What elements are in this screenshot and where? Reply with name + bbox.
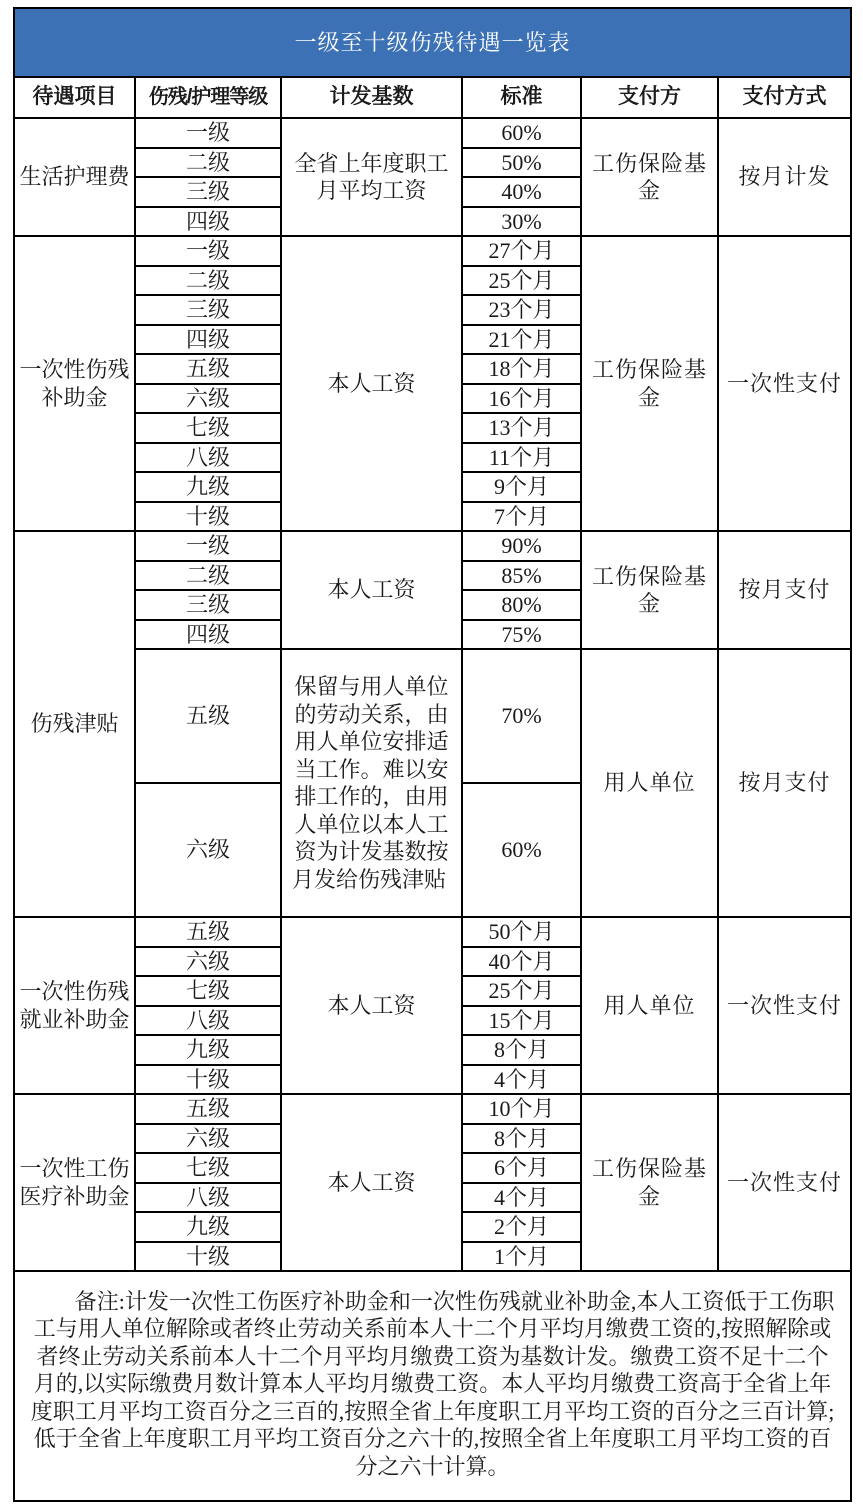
- base-cell: 保留与用人单位的劳动关系，由用人单位安排适当工作。难以安排工作的，由用人单位以本人工资为计发基数按月发给伤残津贴: [281, 649, 462, 917]
- standard-cell: 4个月: [462, 1065, 581, 1095]
- standard-cell: 15个月: [462, 1006, 581, 1036]
- payer-cell: 工伤保险基金: [581, 118, 718, 236]
- method-cell: 按月支付: [718, 531, 851, 649]
- level-cell: 六级: [135, 783, 281, 917]
- level-cell: 二级: [135, 561, 281, 591]
- level-cell: 十级: [135, 1242, 281, 1272]
- standard-cell: 80%: [462, 590, 581, 620]
- level-cell: 九级: [135, 1212, 281, 1242]
- column-header-method: 支付方式: [718, 77, 851, 118]
- standard-cell: 7个月: [462, 502, 581, 532]
- standard-cell: 2个月: [462, 1212, 581, 1242]
- method-cell: 一次性支付: [718, 1094, 851, 1271]
- standard-cell: 60%: [462, 118, 581, 148]
- standard-cell: 60%: [462, 783, 581, 917]
- column-header-level: 伤残/护理等级: [135, 77, 281, 118]
- standard-cell: 16个月: [462, 384, 581, 414]
- standard-cell: 27个月: [462, 236, 581, 266]
- payer-cell: 工伤保险基金: [581, 236, 718, 531]
- level-cell: 七级: [135, 976, 281, 1006]
- standard-cell: 40个月: [462, 947, 581, 977]
- level-cell: 九级: [135, 1035, 281, 1065]
- level-cell: 五级: [135, 1094, 281, 1124]
- table-row: [14, 917, 851, 947]
- level-cell: 一级: [135, 118, 281, 148]
- benefit-item-cell: 生活护理费: [14, 118, 135, 236]
- level-cell: 四级: [135, 620, 281, 650]
- level-cell: 五级: [135, 917, 281, 947]
- standard-cell: 85%: [462, 561, 581, 591]
- table-row: [14, 236, 851, 266]
- section-life-care-fee: [14, 118, 851, 236]
- level-cell: 十级: [135, 1065, 281, 1095]
- payer-cell: 工伤保险基金: [581, 1094, 718, 1271]
- level-cell: 三级: [135, 590, 281, 620]
- standard-cell: 18个月: [462, 354, 581, 384]
- standard-cell: 25个月: [462, 976, 581, 1006]
- base-cell: 本人工资: [281, 1094, 462, 1271]
- level-cell: 九级: [135, 472, 281, 502]
- level-cell: 三级: [135, 295, 281, 325]
- level-cell: 十级: [135, 502, 281, 532]
- column-header-item: 待遇项目: [14, 77, 135, 118]
- payer-cell: 工伤保险基金: [581, 531, 718, 649]
- note-text: 备注:计发一次性工伤医疗补助金和一次性伤残就业补助金,本人工资低于工伤职工与用人单位解除或者终止劳动关系前本人十二个月平均月缴费工资的,按照解除或者终止劳动关系前本人十二个月平均月缴费工资为基数计发。缴费工资不足十二个月的,以实际缴费月数计算本人平均月缴费工资。本人平均月缴费工资高于全省上年度职工月平均工资百分之三百的,按照全省上年度职工月平均工资的百分之三百计算;低于全省上年度职工月平均工资百分之六十的,按照全省上年度职工月平均工资的百分之六十计算。: [30, 1288, 835, 1479]
- level-cell: 二级: [135, 148, 281, 178]
- level-cell: 三级: [135, 177, 281, 207]
- level-cell: 四级: [135, 207, 281, 237]
- standard-cell: 21个月: [462, 325, 581, 355]
- column-header-payer: 支付方: [581, 77, 718, 118]
- method-cell: 按月计发: [718, 118, 851, 236]
- standard-cell: 10个月: [462, 1094, 581, 1124]
- benefit-item-cell: 一次性伤残补助金: [14, 236, 135, 531]
- base-cell: 本人工资: [281, 236, 462, 531]
- standard-cell: 75%: [462, 620, 581, 650]
- standard-cell: 90%: [462, 531, 581, 561]
- table-row: [14, 531, 851, 561]
- note-section: [14, 1271, 851, 1501]
- method-cell: 一次性支付: [718, 917, 851, 1094]
- section-one-time-disability-subsidy: [14, 236, 851, 531]
- title-bar: [14, 8, 851, 77]
- level-cell: 六级: [135, 384, 281, 414]
- level-cell: 六级: [135, 947, 281, 977]
- section-one-time-medical-subsidy: [14, 1094, 851, 1271]
- table-row: [14, 1094, 851, 1124]
- table-row: [14, 1271, 851, 1501]
- level-cell: 一级: [135, 236, 281, 266]
- level-cell: 二级: [135, 266, 281, 296]
- benefits-table: [13, 7, 852, 1502]
- page-title: 一级至十级伤残待遇一览表: [294, 29, 571, 55]
- level-cell: 八级: [135, 1006, 281, 1036]
- standard-cell: 6个月: [462, 1153, 581, 1183]
- standard-cell: 70%: [462, 649, 581, 783]
- level-cell: 七级: [135, 1153, 281, 1183]
- standard-cell: 50个月: [462, 917, 581, 947]
- level-cell: 八级: [135, 443, 281, 473]
- column-header-standard: 标准: [462, 77, 581, 118]
- benefit-item-cell: 伤残津贴: [14, 531, 135, 917]
- section-one-time-employment-subsidy: [14, 917, 851, 1094]
- column-header-base: 计发基数: [281, 77, 462, 118]
- standard-cell: 4个月: [462, 1183, 581, 1213]
- section-disability-allowance: [14, 531, 851, 917]
- payer-cell: 用人单位: [581, 649, 718, 917]
- table-row: [14, 649, 851, 783]
- standard-cell: 11个月: [462, 443, 581, 473]
- standard-cell: 30%: [462, 207, 581, 237]
- base-cell: 本人工资: [281, 531, 462, 649]
- level-cell: 八级: [135, 1183, 281, 1213]
- level-cell: 五级: [135, 354, 281, 384]
- level-cell: 六级: [135, 1124, 281, 1154]
- base-cell: 本人工资: [281, 917, 462, 1094]
- standard-cell: 50%: [462, 148, 581, 178]
- standard-cell: 40%: [462, 177, 581, 207]
- benefit-item-cell: 一次性伤残就业补助金: [14, 917, 135, 1094]
- level-cell: 四级: [135, 325, 281, 355]
- level-cell: 五级: [135, 649, 281, 783]
- standard-cell: 8个月: [462, 1035, 581, 1065]
- standard-cell: 23个月: [462, 295, 581, 325]
- method-cell: 一次性支付: [718, 236, 851, 531]
- standard-cell: 25个月: [462, 266, 581, 296]
- method-cell: 按月支付: [718, 649, 851, 917]
- level-cell: 七级: [135, 413, 281, 443]
- benefit-item-cell: 一次性工伤医疗补助金: [14, 1094, 135, 1271]
- base-cell: 全省上年度职工月平均工资: [281, 118, 462, 236]
- title-section: [14, 8, 851, 77]
- payer-cell: 用人单位: [581, 917, 718, 1094]
- header-section: [14, 77, 851, 118]
- note-cell: [14, 1271, 851, 1501]
- standard-cell: 9个月: [462, 472, 581, 502]
- standard-cell: 13个月: [462, 413, 581, 443]
- standard-cell: 1个月: [462, 1242, 581, 1272]
- table-row: [14, 118, 851, 148]
- standard-cell: 8个月: [462, 1124, 581, 1154]
- level-cell: 一级: [135, 531, 281, 561]
